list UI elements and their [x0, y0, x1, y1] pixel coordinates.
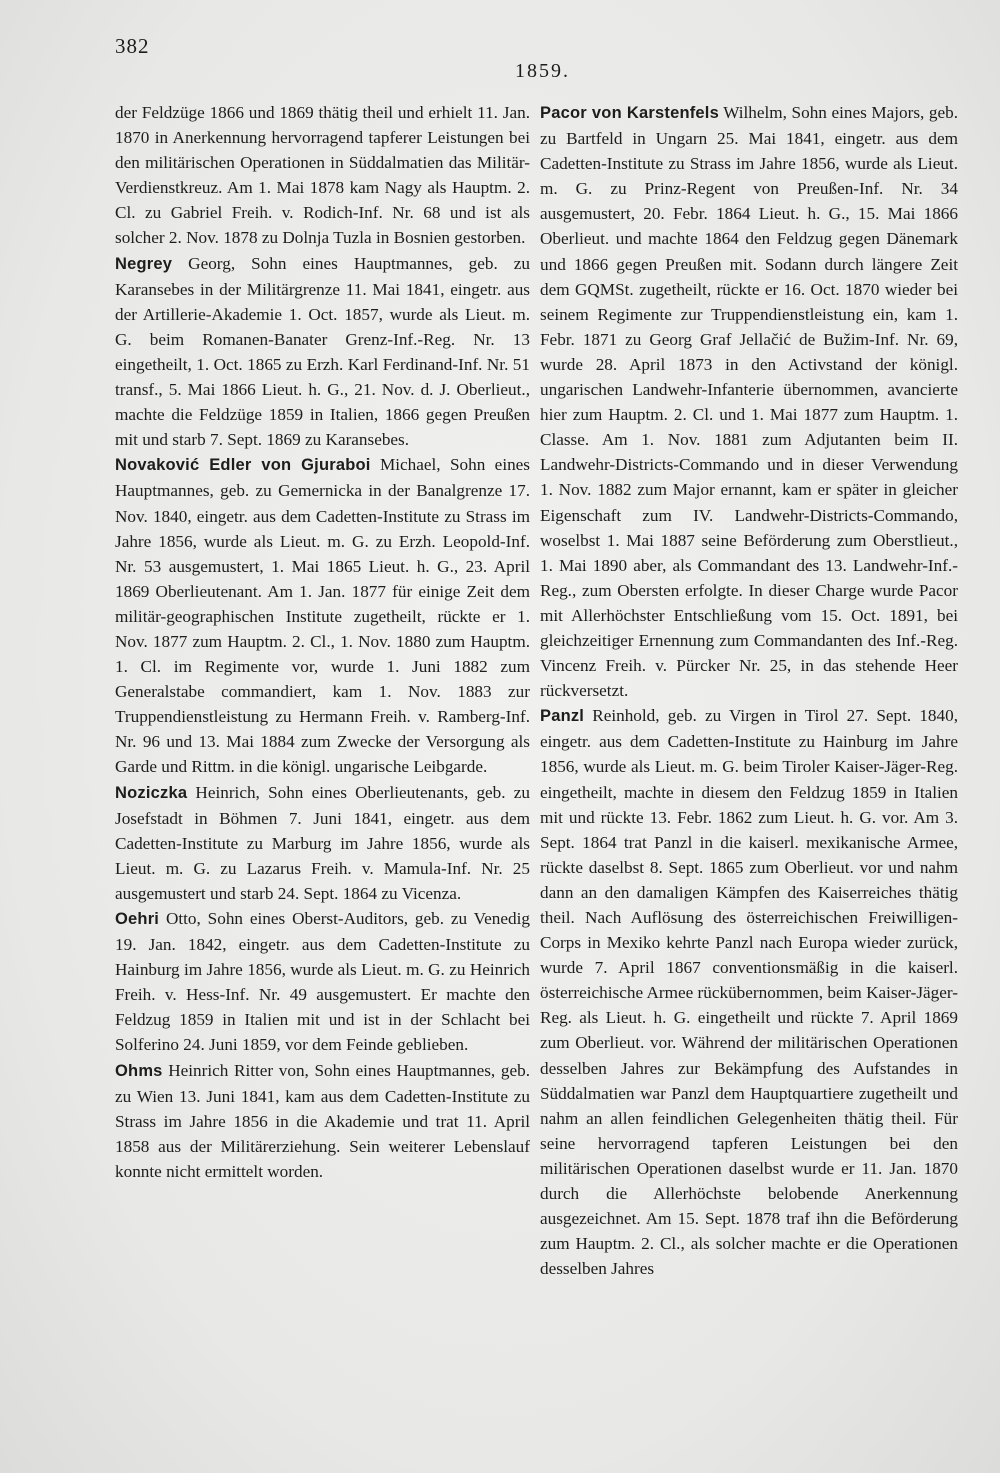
entry-name: Pacor von Karstenfels	[540, 104, 719, 122]
entry-name: Panzl	[540, 707, 585, 726]
entry-text: Heinrich, Sohn eines Oberlieutenants, geb. zu Josefstadt in Böhmen 7. Juni 1841, eingetr. aus dem Cadetten-Institute zu Marburg im Jahre 1856, wurde als Lieut. m. G. zu Lazarus Freih. v. Mamula-Inf. Nr. 25 ausgemustert und starb 24. Sept. 1864 zu Vicenza.	[115, 782, 530, 903]
entry-name: Oehri	[115, 910, 160, 928]
page-number: 382	[115, 34, 150, 58]
entry-panzl	[540, 703, 958, 1281]
entry-noziczka	[115, 780, 530, 906]
entry-text: Michael, Sohn eines Hauptmannes, geb. zu Gemernicka in der Banalgrenze 17. Nov. 1840, eingetr. aus dem Cadetten-Institute zu Strass im Jahre 1856, wurde als Lieut. m. G. zu Erzh. Leopold-Inf. Nr. 53 ausgemustert, 1. Mai 1865 Lieut. h. G., 23. April 1869 Oberlieutenant. Am 1. Jan. 1877 für einige Zeit dem militär-geographischen Institute zugetheilt, rückte er 1. Nov. 1877 zum Hauptm. 2. Cl., 1. Nov. 1880 zum Hauptm. 1. Cl. im Regimente vor, wurde 1. Juni 1882 zum Generalstabe commandiert, kam 1. Nov. 1883 zur Truppendienstleistung zu Hermann Freih. v. Ramberg-Inf. Nr. 96 und 13. Mai 1884 zum Zwecke der Versorgung als Garde und Rittm. in die königl. ungarische Leibgarde.	[115, 455, 530, 777]
entry-continuation	[115, 100, 530, 251]
entry-name: Noziczka	[115, 783, 188, 802]
entry-ohms	[115, 1058, 530, 1184]
entry-text: Otto, Sohn eines Oberst-Auditors, geb. zu Venedig 19. Jan. 1842, eingetr. aus dem Cadetten-Institute zu Hainburg im Jahre 1856, wurde als Lieut. m. G. zu Heinrich Freih. v. Hess-Inf. Nr. 49 ausgemustert. Er machte den Feldzug 1859 in Italien mit und ist in der Schlacht bei Solferino 24. Juni 1859, vor dem Feinde geblieben.	[115, 909, 530, 1055]
left-column	[115, 100, 530, 1184]
entry-oehri	[115, 906, 530, 1058]
entry-novakovic	[115, 452, 530, 779]
entry-negrey	[115, 251, 530, 453]
entry-name: Ohms	[115, 1061, 163, 1080]
entry-text: der Feldzüge 1866 und 1869 thätig theil und erhielt 11. Jan. 1870 in Anerkennung hervorragend tapferer Leistungen bei den militärischen Operationen in Süddalmatien das Militär-Verdienstkreuz. Am 1. Mai 1878 kam Nagy als Hauptm. 2. Cl. zu Gabriel Freih. v. Rodich-Inf. Nr. 68 und ist als solcher 2. Nov. 1878 zu Dolnja Tuzla in Bosnien gestorben.	[115, 103, 530, 248]
entry-text: Wilhelm, Sohn eines Majors, geb. zu Bartfeld in Ungarn 25. Mai 1841, eingetr. aus dem Cadetten-Institute zu Strass im Jahre 1856, wurde als Lieut. m. G. zu Prinz-Regent von Preußen-Inf. Nr. 34 ausgemustert, 20. Febr. 1864 Lieut. h. G., 15. Mai 1866 Oberlieut. und machte 1864 den Feldzug gegen Dänemark und 1866 gegen Preußen mit. Sodann durch längere Zeit dem GQMSt. zugetheilt, rückte er 16. Oct. 1870 wieder bei seinem Regimente zur Truppendienstleistung ein, kam 1. Febr. 1871 zu Georg Graf Jellačić de Bužim-Inf. Nr. 69, wurde 28. April 1873 in den Activstand der königl. ungarischen Landwehr-Infanterie übernommen, avancierte hier zum Hauptm. 2. Cl. und 1. Mai 1877 zum Hauptm. 1. Classe. Am 1. Nov. 1881 zum Adjutanten beim II. Landwehr-Districts-Commando und in dieser Verwendung 1. Nov. 1882 zum Major ernannt, kam er später in gleicher Eigenschaft zum IV. Landwehr-Districts-Commando, woselbst 1. Mai 1887 seine Beförderung zum Oberstlieut., 1. Mai 1890 aber, als Commandant des 13. Landwehr-Inf.-Reg., zum Obersten erfolgte. In dieser Charge wurde Pacor mit Allerhöchster Entschließung vom 15. Oct. 1891, bei gleichzeitiger Ernennung zum Commandanten des Inf.-Reg. Vincenz Freih. v. Pürcker Nr. 25, in das stehende Heer rückversetzt.	[540, 103, 958, 701]
entry-text: Heinrich Ritter von, Sohn eines Hauptmannes, geb. zu Wien 13. Juni 1841, kam aus dem Cadetten-Institute zu Strass im Jahre 1856 in die Akademie und trat 11. April 1858 aus der Militärerziehung. Sein weiterer Lebenslauf konnte nicht ermittelt worden.	[115, 1060, 530, 1181]
entry-name: Novaković Edler von Gjuraboi	[115, 456, 371, 475]
right-column	[540, 100, 958, 1281]
entry-text: Georg, Sohn eines Hauptmannes, geb. zu Karansebes in der Militärgrenze 11. Mai 1841, eingetr. aus der Artillerie-Akademie 1. Oct. 1857, wurde als Lieut. m. G. beim Romanen-Banater Grenz-Inf.-Reg. Nr. 13 eingetheilt, 1. Oct. 1865 zu Erzh. Karl Ferdinand-Inf. Nr. 51 transf., 5. Mai 1866 Lieut. h. G., 21. Nov. d. J. Oberlieut., machte die Feldzüge 1859 in Italien, 1866 gegen Preußen mit und starb 7. Sept. 1869 zu Karansebes.	[115, 253, 530, 450]
entry-pacor	[540, 100, 958, 703]
entry-text: Reinhold, geb. zu Virgen in Tirol 27. Sept. 1840, eingetr. aus dem Cadetten-Institute zu Hainburg im Jahre 1856, wurde als Lieut. m. G. beim Tiroler Kaiser-Jäger-Reg. eingetheilt, machte in diesem den Feldzug 1859 in Italien mit und rückte 13. Febr. 1862 zum Lieut. h. G. vor. Am 3. Sept. 1864 trat Panzl in die kaiserl. mexikanische Armee, rückte daselbst 8. Sept. 1865 zum Oberlieut. vor und nahm dann an den damaligen Kämpfen des Kaiserreiches thätig theil. Nach Auflösung des österreichischen Freiwilligen-Corps in Mexiko kehrte Panzl nach Europa wieder zurück, wurde 7. April 1867 conventionsmäßig in die kaiserl. österreichische Armee rückübernommen, beim Kaiser-Jäger-Reg. als Lieut. h. G. eingetheilt und rückte 7. April 1869 zum Oberlieut. vor. Während der militärischen Operationen desselben Jahres zur Bekämpfung des Aufstandes in Süddalmatien war Panzl dem Hauptquartiere zugetheilt und nahm an allen feindlichen Gelegenheiten thätig theil. Für seine hervorragend tapferen Leistungen bei den militärischen Operationen daselbst wurde er 11. Jan. 1870 durch die Allerhöchste belobende Anerkennung ausgezeichnet. Am 15. Sept. 1878 traf ihn die Beförderung zum Hauptm. 2. Cl., als solcher machte er die Operationen desselben Jahres	[540, 706, 958, 1279]
entry-name: Negrey	[115, 254, 173, 273]
page-year-header: 1859.	[515, 60, 570, 82]
